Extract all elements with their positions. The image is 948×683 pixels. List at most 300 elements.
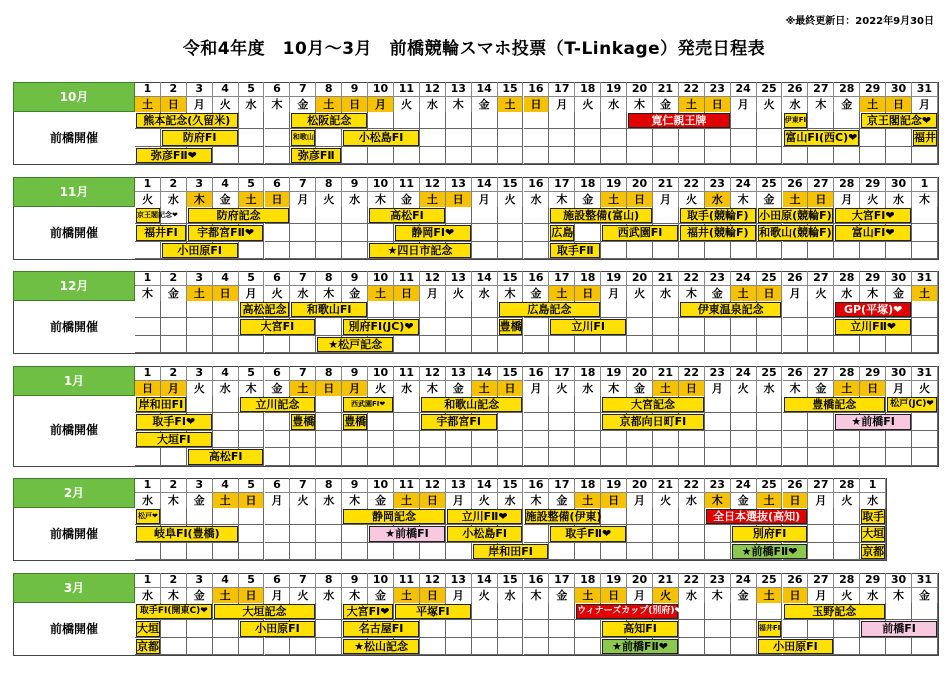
weekday-cell: 金 [342, 285, 368, 301]
grid-cell [394, 543, 420, 560]
weekday-cell: 木 [912, 191, 938, 207]
weekday-cell: 水 [705, 191, 731, 207]
day-number: 4 [213, 82, 239, 96]
grid-cell [679, 147, 705, 164]
grid-cell [860, 147, 886, 164]
day-number: 13 [446, 366, 472, 380]
weekday-cell: 土 [290, 380, 316, 396]
weekday-cell: 土 [575, 492, 601, 508]
grid-cell [808, 336, 834, 353]
grid-cell [705, 147, 731, 164]
grid-cell [472, 242, 498, 259]
grid-cell [187, 620, 213, 637]
day-number: 12 [420, 82, 446, 96]
grid-cell [265, 448, 291, 465]
grid-cell [679, 508, 705, 525]
grid-cell [834, 448, 860, 465]
weekday-cell: 水 [213, 380, 239, 396]
grid-cell [679, 129, 705, 146]
weekday-cell: 木 [368, 191, 394, 207]
weekday-cell: 火 [498, 191, 524, 207]
weekday-cell: 月 [808, 492, 834, 508]
grid-cell [161, 638, 187, 655]
weekday-cell: 金 [368, 587, 394, 603]
weekday-cell: 月 [808, 587, 834, 603]
grid-cell [472, 431, 498, 448]
day-number: 17 [549, 478, 575, 492]
grid-cell [679, 318, 705, 335]
weekday-cell: 金 [472, 96, 498, 112]
day-number: 29 [860, 177, 886, 191]
grid-cell [601, 242, 627, 259]
weekday-cell: 土 [213, 587, 239, 603]
day-number: 20 [627, 271, 653, 285]
day-number: 15 [498, 82, 524, 96]
grid-cell [316, 242, 342, 259]
grid-cell [213, 431, 239, 448]
day-number: 19 [601, 82, 627, 96]
grid-cell [316, 396, 342, 413]
weekday-cell: 日 [601, 492, 627, 508]
grid-cell [524, 525, 550, 542]
grid-cell [265, 508, 291, 525]
race-event: 岐阜FⅠ(豊橋) [136, 526, 238, 541]
grid-cell [601, 448, 627, 465]
day-number: 16 [524, 177, 550, 191]
grid-cell [601, 147, 627, 164]
grid-cell [213, 413, 239, 430]
day-number: 31 [912, 573, 938, 587]
grid-cell [549, 413, 575, 430]
grid-cell [757, 413, 783, 430]
grid-cell [446, 638, 472, 655]
weekday-cell: 水 [498, 587, 524, 603]
race-event: 岸和田FⅠ [473, 544, 549, 559]
grid-cell [498, 431, 524, 448]
day-number: 29 [860, 573, 886, 587]
weekday-cell: 土 [420, 191, 446, 207]
race-event: 松戸(JC)❤ [887, 397, 937, 412]
grid-cell [368, 301, 394, 318]
weekday-cell: 水 [342, 191, 368, 207]
grid-cell [757, 603, 783, 620]
day-number: 2 [161, 177, 187, 191]
day-number: 8 [316, 177, 342, 191]
grid-cell [239, 413, 265, 430]
weekday-cell: 木 [860, 285, 886, 301]
grid-cell [161, 448, 187, 465]
grid-cell [446, 318, 472, 335]
weekday-cell: 火 [290, 587, 316, 603]
grid-cell [161, 318, 187, 335]
grid-cell [290, 525, 316, 542]
grid-cell [601, 508, 627, 525]
weekday-cell: 火 [368, 380, 394, 396]
day-number: 17 [549, 177, 575, 191]
grid-cell [290, 431, 316, 448]
weekday-cell: 土 [757, 587, 783, 603]
day-number: 18 [575, 271, 601, 285]
day-number: 19 [601, 366, 627, 380]
day-number: 6 [265, 366, 291, 380]
grid-cell [912, 431, 938, 448]
grid-cell [342, 448, 368, 465]
weekday-cell: 月 [342, 380, 368, 396]
day-number: 7 [290, 573, 316, 587]
day-number: 25 [757, 478, 783, 492]
weekday-cell: 土 [783, 191, 809, 207]
day-number: 20 [627, 366, 653, 380]
weekday-cell: 火 [731, 380, 757, 396]
grid-cell [161, 336, 187, 353]
day-number: 4 [213, 573, 239, 587]
race-event: 宇都宮FⅠ [421, 414, 497, 429]
weekday-cell: 土 [135, 96, 161, 112]
weekday-cell: 金 [627, 380, 653, 396]
grid-cell [575, 396, 601, 413]
day-number: 28 [834, 177, 860, 191]
day-number: 12 [420, 573, 446, 587]
day-number: 3 [187, 366, 213, 380]
day-number: 11 [394, 82, 420, 96]
grid-cell [161, 301, 187, 318]
race-event: 広島記念 [499, 302, 601, 317]
month-label: 11月 [13, 177, 135, 207]
grid-cell [783, 448, 809, 465]
weekday-cell: 土 [394, 587, 420, 603]
grid-cell [368, 224, 394, 241]
weekday-cell: 日 [601, 587, 627, 603]
weekday-cell: 火 [472, 492, 498, 508]
day-number: 10 [368, 478, 394, 492]
weekday-cell: 日 [575, 285, 601, 301]
grid-cell [757, 396, 783, 413]
grid-cell [446, 301, 472, 318]
grid-cell [316, 508, 342, 525]
day-number: 4 [213, 366, 239, 380]
grid-cell [783, 336, 809, 353]
race-event: 高松記念 [240, 302, 290, 317]
day-number: 14 [472, 177, 498, 191]
day-number: 27 [808, 271, 834, 285]
grid-cell [653, 242, 679, 259]
month-section [13, 366, 940, 466]
weekday-cell: 木 [705, 492, 731, 508]
grid-cell [239, 129, 265, 146]
weekday-cell: 木 [316, 285, 342, 301]
weekday-cell: 火 [627, 285, 653, 301]
weekday-cell: 日 [783, 587, 809, 603]
weekday-cell: 金 [446, 380, 472, 396]
grid-cell [290, 224, 316, 241]
grid-cell [420, 129, 446, 146]
grid-cell [653, 431, 679, 448]
grid-cell [705, 448, 731, 465]
weekday-cell: 日 [783, 492, 809, 508]
grid-cell [575, 147, 601, 164]
weekday-cell: 土 [239, 191, 265, 207]
grid-cell [472, 207, 498, 224]
day-number: 16 [524, 478, 550, 492]
grid-cell [187, 638, 213, 655]
grid-cell [265, 129, 291, 146]
grid-cell [368, 431, 394, 448]
weekday-cell: 日 [886, 96, 912, 112]
weekday-cell: 日 [265, 191, 291, 207]
grid-cell [860, 129, 886, 146]
day-number: 22 [679, 177, 705, 191]
grid-cell [549, 129, 575, 146]
month-label: 12月 [13, 271, 135, 301]
weekday-cell: 木 [161, 492, 187, 508]
day-number: 28 [834, 573, 860, 587]
grid-cell [316, 413, 342, 430]
grid-cell [368, 112, 394, 129]
grid-cell [627, 147, 653, 164]
grid-cell [420, 318, 446, 335]
weekday-cell: 日 [524, 96, 550, 112]
weekday-cell: 木 [342, 492, 368, 508]
weekday-cell: 木 [187, 191, 213, 207]
grid-cell [420, 431, 446, 448]
grid-cell [783, 318, 809, 335]
weekday-cell: 日 [757, 285, 783, 301]
grid-cell [213, 638, 239, 655]
day-number: 9 [342, 366, 368, 380]
day-number: 21 [653, 82, 679, 96]
grid-cell [472, 112, 498, 129]
weekday-cell: 火 [394, 96, 420, 112]
month-section [13, 573, 940, 655]
month-label: 10月 [13, 82, 135, 112]
race-event: 豊橋記念 [784, 397, 886, 412]
day-number: 11 [394, 271, 420, 285]
weekday-cell: 金 [394, 191, 420, 207]
grid-cell [265, 147, 291, 164]
weekday-cell: 日 [446, 191, 472, 207]
race-event: 熊本記念(久留米) [136, 113, 238, 128]
grid-cell [808, 301, 834, 318]
grid-cell [524, 129, 550, 146]
day-number: 11 [394, 478, 420, 492]
grid-cell [549, 638, 575, 655]
grid-cell [653, 147, 679, 164]
grid-cell [549, 396, 575, 413]
day-number: 26 [783, 366, 809, 380]
grid-cell [731, 242, 757, 259]
grid-cell [627, 301, 653, 318]
grid-cell [446, 448, 472, 465]
weekday-cell: 日 [394, 285, 420, 301]
grid-cell [549, 147, 575, 164]
weekday-cell: 月 [187, 96, 213, 112]
grid-cell [860, 242, 886, 259]
day-number: 26 [783, 82, 809, 96]
grid-cell [290, 543, 316, 560]
race-event: 大宮FⅠ❤ [343, 604, 393, 619]
grid-cell [213, 336, 239, 353]
grid-cell [239, 147, 265, 164]
grid-cell [161, 543, 187, 560]
grid-cell [239, 638, 265, 655]
grid-cell [187, 396, 213, 413]
race-event: 京都 [862, 544, 885, 558]
grid-cell [213, 620, 239, 637]
weekday-cell: 金 [653, 96, 679, 112]
day-number: 26 [783, 573, 809, 587]
race-event: ★松山記念 [343, 639, 419, 654]
weekday-cell: 火 [265, 285, 291, 301]
day-number: 3 [187, 271, 213, 285]
weekday-cell: 土 [679, 96, 705, 112]
race-event: 前橋FⅠ [861, 621, 937, 636]
day-number: 29 [860, 271, 886, 285]
day-number: 27 [808, 478, 834, 492]
grid-cell [265, 638, 291, 655]
grid-cell [446, 207, 472, 224]
grid-cell [912, 242, 938, 259]
day-number: 12 [420, 478, 446, 492]
grid-cell [860, 638, 886, 655]
grid-cell [679, 336, 705, 353]
day-number: 2 [161, 82, 187, 96]
grid-cell [601, 129, 627, 146]
grid-cell [627, 508, 653, 525]
grid-cell [524, 112, 550, 129]
race-event: 平塚FⅠ [395, 604, 471, 619]
weekday-cell: 水 [161, 191, 187, 207]
weekday-cell: 木 [446, 96, 472, 112]
grid-cell [679, 620, 705, 637]
grid-cell [549, 448, 575, 465]
grid-cell [834, 508, 860, 525]
grid-cell [524, 413, 550, 430]
weekday-cell: 水 [679, 587, 705, 603]
grid-cell [239, 336, 265, 353]
weekday-cell: 火 [135, 191, 161, 207]
day-number: 9 [342, 573, 368, 587]
day-number: 24 [731, 478, 757, 492]
weekday-cell: 木 [731, 191, 757, 207]
grid-cell [498, 207, 524, 224]
grid-cell [679, 242, 705, 259]
day-number: 7 [290, 366, 316, 380]
day-number: 25 [757, 82, 783, 96]
grid-cell [316, 543, 342, 560]
race-event: 取手FⅠ(開東C)❤ [136, 604, 212, 619]
grid-cell [316, 129, 342, 146]
grid-cell [834, 431, 860, 448]
race-event: 大宮記念 [602, 397, 704, 412]
grid-cell [316, 638, 342, 655]
day-number: 30 [886, 177, 912, 191]
grid-cell [472, 620, 498, 637]
grid-cell [705, 318, 731, 335]
weekday-cell: 土 [472, 380, 498, 396]
weekday-cell: 水 [135, 492, 161, 508]
weekday-cell: 水 [135, 587, 161, 603]
grid-cell [290, 638, 316, 655]
day-number: 8 [316, 271, 342, 285]
race-event: 玉野記念 [784, 604, 886, 619]
day-number: 30 [886, 573, 912, 587]
grid-cell [705, 603, 731, 620]
weekday-cell: 火 [549, 380, 575, 396]
grid-cell [446, 336, 472, 353]
day-number: 5 [239, 177, 265, 191]
grid-cell [575, 543, 601, 560]
grid-cell [472, 448, 498, 465]
race-event: ★四日市記念 [369, 243, 471, 258]
grid-cell [316, 603, 342, 620]
grid-cell [575, 112, 601, 129]
weekday-cell: 日 [705, 96, 731, 112]
grid-cell [731, 413, 757, 430]
weekday-cell: 土 [653, 380, 679, 396]
grid-cell [446, 112, 472, 129]
race-event: 防府記念 [188, 208, 290, 223]
race-event: 立川記念 [240, 397, 316, 412]
day-number: 7 [290, 478, 316, 492]
day-number: 11 [394, 366, 420, 380]
day-number: 10 [368, 177, 394, 191]
weekday-cell: 日 [213, 285, 239, 301]
grid-cell [290, 336, 316, 353]
grid-cell [653, 207, 679, 224]
grid-cell [912, 603, 938, 620]
weekday-cell: 月 [446, 587, 472, 603]
grid-cell [705, 336, 731, 353]
grid-cell [316, 525, 342, 542]
grid-cell [187, 301, 213, 318]
day-number: 23 [705, 478, 731, 492]
day-number: 25 [757, 573, 783, 587]
weekday-cell: 水 [420, 96, 446, 112]
day-number: 22 [679, 82, 705, 96]
grid-cell [783, 147, 809, 164]
day-number: 24 [731, 366, 757, 380]
weekday-cell: 木 [627, 96, 653, 112]
day-number: 27 [808, 366, 834, 380]
weekday-cell: 金 [731, 587, 757, 603]
race-event: 伊東温泉記念 [680, 302, 782, 317]
grid-cell [808, 448, 834, 465]
day-number: 18 [575, 573, 601, 587]
day-number: 24 [731, 271, 757, 285]
race-event: 和歌山(競輪F) [759, 226, 832, 240]
grid-cell [575, 129, 601, 146]
grid-cell [290, 448, 316, 465]
day-number: 17 [549, 366, 575, 380]
grid-cell [679, 525, 705, 542]
day-number: 8 [316, 478, 342, 492]
grid-cell [316, 431, 342, 448]
grid-cell [783, 431, 809, 448]
day-number: 21 [653, 366, 679, 380]
grid-cell [420, 336, 446, 353]
grid-cell [135, 448, 161, 465]
grid-cell [239, 112, 265, 129]
grid-cell [446, 543, 472, 560]
grid-cell [524, 336, 550, 353]
venue-label: 前橋開催 [49, 527, 98, 541]
day-number: 31 [912, 366, 938, 380]
weekday-cell: 火 [679, 191, 705, 207]
month-label: 3月 [13, 573, 135, 603]
grid-cell [135, 543, 161, 560]
day-number: 23 [705, 82, 731, 96]
grid-cell [705, 620, 731, 637]
